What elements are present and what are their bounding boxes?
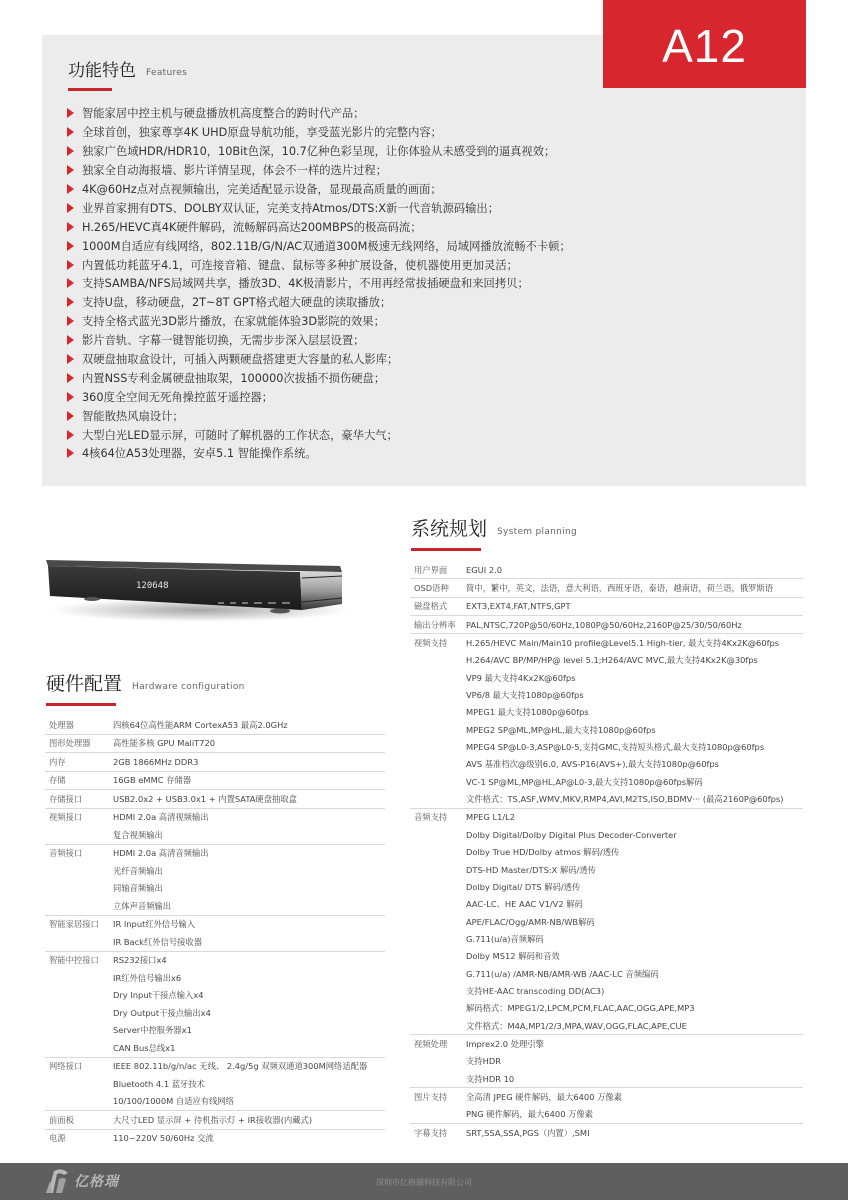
feature-item (67, 331, 571, 350)
spec-row (45, 735, 385, 753)
feature-item (67, 312, 571, 331)
spec-row (410, 1106, 803, 1123)
spec-row (410, 756, 803, 773)
spec-row (45, 809, 385, 827)
feature-text: 影片音轨、字幕一键智能切换，无需步步深入层层设置； (82, 334, 365, 348)
spec-label: 智能家居接口 (49, 919, 99, 930)
system-title-en: System planning (497, 527, 577, 537)
spec-value: PNG 硬件解码，最大6400 万像素 (466, 1109, 593, 1120)
feature-text: 大型白光LED显示屏，可随时了解机器的工作状态，豪华大气； (82, 428, 398, 442)
triangle-bullet-icon (67, 316, 74, 326)
spec-label: 图片支持 (414, 1091, 448, 1102)
spec-group (45, 845, 385, 916)
spec-row (45, 753, 385, 771)
spec-value: MPEG4 SP@L0-3,ASP@L0-5,支持GMC,支持短头格式,最大支持1080p@60fps (466, 742, 765, 753)
feature-item (67, 198, 571, 217)
feature-item (67, 255, 571, 274)
spec-value: AAC-LC、HE AAC V1/V2 解码 (466, 899, 583, 910)
feature-item (67, 444, 571, 463)
spec-value: AVS 基准档次@级别6.0, AVS-P16(AVS+),最大支持1080p@60fps (466, 759, 719, 770)
spec-value: 2GB 1866MHz DDR3 (113, 756, 199, 767)
spec-value: 大尺寸LED 显示屏 + 待机指示灯 + IR接收器(内藏式) (113, 1114, 313, 1125)
spec-group (45, 1058, 385, 1112)
feature-text: 支持U盘，移动硬盘，2T~8T GPT格式超大硬盘的读取播放； (82, 296, 392, 310)
triangle-bullet-icon (67, 278, 74, 288)
triangle-bullet-icon (67, 108, 74, 118)
triangle-bullet-icon (67, 335, 74, 345)
spec-group (410, 579, 803, 597)
feature-text: 内置NSS专利金属硬盘抽取架，100000次拔插不损伤硬盘； (82, 371, 386, 385)
model-badge: A12 (603, 0, 806, 88)
feature-text: 双硬盘抽取盒设计，可插入两颗硬盘搭建更大容量的私人影库； (82, 353, 399, 367)
spec-row (410, 896, 803, 913)
spec-value: 复合视频输出 (113, 829, 163, 840)
spec-value: Dolby True HD/Dolby atmos 解码/透传 (466, 847, 620, 858)
spec-row (45, 1093, 385, 1111)
feature-text: 支持SAMBA/NFS局域网共享，播放3D、4K极清影片，不用再经常拔插硬盘和来回拷贝； (82, 277, 529, 291)
heading-underline (68, 88, 112, 91)
spec-row (45, 716, 385, 734)
spec-row (410, 634, 803, 651)
spec-value: 文件格式：TS,ASF,WMV,MKV,RMP4,AVI,M2TS,ISO,BDMV··· (最高2160P@60fps) (466, 794, 784, 805)
spec-value: IR红外信号输出x6 (113, 972, 182, 983)
spec-value: 简中，繁中，英文，法语，意大利语，西班牙语，泰语，越南语，荷兰语，俄罗斯语 (466, 583, 773, 594)
spec-row (45, 897, 385, 915)
spec-group (45, 952, 385, 1058)
spec-row (45, 845, 385, 863)
spec-group (410, 616, 803, 634)
feature-item (67, 142, 571, 161)
feature-item (67, 104, 571, 123)
svg-text:120648: 120648 (136, 581, 169, 591)
spec-label: 智能中控接口 (49, 955, 99, 966)
spec-value: PAL,NTSC,720P@50/60Hz,1080P@50/60Hz,2160P@25/30/50/60Hz (466, 619, 742, 630)
spec-value: SRT,SSA,SSA,PGS（内置）,SMI (466, 1127, 590, 1138)
spec-row (45, 987, 385, 1005)
hardware-heading (46, 675, 245, 694)
spec-value: IR Input红外信号输入 (113, 919, 196, 930)
spec-group (410, 1035, 803, 1088)
footer-company: 深圳市亿格瑞科技有限公司 (376, 1178, 472, 1187)
spec-value: Imprex2.0 处理引擎 (466, 1038, 544, 1049)
triangle-bullet-icon (67, 127, 74, 137)
heading-underline (46, 703, 116, 706)
spec-label: 图形处理器 (49, 738, 91, 749)
spec-row (410, 598, 803, 615)
feature-item (67, 274, 571, 293)
feature-item (67, 293, 571, 312)
spec-row (410, 1088, 803, 1105)
feature-text: 360度全空间无死角操控蓝牙遥控器； (82, 390, 274, 404)
spec-value: Dolby MS12 解码和音效 (466, 951, 560, 962)
spec-value: 文件格式：M4A,MP1/2/3,MPA,WAV,OGG,FLAC,APE,CUE (466, 1020, 687, 1031)
spec-value: 支持HDR 10 (466, 1073, 515, 1084)
spec-row (410, 669, 803, 686)
spec-row (45, 933, 385, 951)
spec-value: 110~220V 50/60Hz 交流 (113, 1133, 214, 1144)
hardware-title-zh: 硬件配置 (46, 673, 123, 695)
spec-value: Dry Output干接点输出x4 (113, 1007, 211, 1018)
spec-value: Dolby Digital/Dolby Digital Plus Decoder-Converter (466, 829, 677, 840)
spec-value: HDMI 2.0a 高清视频输出 (113, 812, 209, 823)
spec-row (410, 1070, 803, 1087)
spec-row (410, 809, 803, 826)
spec-label: 前面板 (49, 1114, 74, 1125)
feature-text: 4K@60Hz点对点视频输出，完美适配显示设备，显现最高质量的画面； (82, 183, 442, 196)
triangle-bullet-icon (67, 222, 74, 232)
spec-group (410, 561, 803, 579)
spec-row (410, 704, 803, 721)
spec-value: APE/FLAC/Ogg/AMR-NB/WB解码 (466, 916, 595, 927)
spec-value: EGUI 2.0 (466, 564, 503, 575)
spec-value: 16GB eMMC 存储器 (113, 775, 192, 786)
spec-row (45, 916, 385, 934)
triangle-bullet-icon (67, 392, 74, 402)
spec-label: 字幕支持 (414, 1127, 448, 1138)
spec-value: G.711(u/a)音频解码 (466, 933, 544, 944)
triangle-bullet-icon (67, 241, 74, 251)
spec-value: Dolby Digital/ DTS 解码/透传 (466, 881, 581, 892)
spec-row (45, 880, 385, 898)
triangle-bullet-icon (67, 448, 74, 458)
product-image (40, 548, 360, 628)
spec-value: H.265/HEVC Main/Main10 profile@Level5.1 High-tier, 最大支持4Kx2K@60fps (466, 638, 780, 649)
spec-row (45, 862, 385, 880)
spec-row (410, 878, 803, 895)
spec-value: USB2.0x2 + USB3.0x1 + 内置SATA硬盘抽取盒 (113, 793, 297, 804)
feature-text: 独家广色域HDR/HDR10，10Bit色深，10.7亿种色彩呈现，让你体验从未感受到的逼真视效； (82, 145, 556, 159)
spec-group (45, 716, 385, 735)
triangle-bullet-icon (67, 203, 74, 213)
hardware-title-en: Hardware configuration (132, 682, 245, 692)
spec-row (45, 790, 385, 808)
spec-row (45, 826, 385, 844)
system-heading (411, 520, 577, 539)
media-player-device-icon (40, 548, 360, 628)
spec-group (410, 634, 803, 808)
spec-label: 网络接口 (49, 1061, 83, 1072)
spec-row (45, 1022, 385, 1040)
feature-text: 4核64位A53处理器，安卓5.1 智能操作系统。 (82, 447, 317, 461)
spec-value: Dry Input干接点输入x4 (113, 990, 204, 1001)
spec-value: 支持HE-AAC transcoding DD(AC3) (466, 985, 605, 996)
spec-row (410, 579, 803, 596)
spec-label: 存储 (49, 775, 66, 786)
spec-label: 视频处理 (414, 1038, 448, 1049)
spec-value: EXT3,EXT4,FAT,NTFS,GPT (466, 601, 571, 612)
spec-label: 内存 (49, 756, 66, 767)
spec-label: 视频接口 (49, 812, 83, 823)
spec-value: MPEG2 SP@ML,MP@HL,最大支持1080p@60fps (466, 724, 656, 735)
feature-item (67, 180, 571, 199)
spec-value: IR Back红外信号接收器 (113, 936, 203, 947)
spec-row (410, 1053, 803, 1070)
spec-label: 存储接口 (49, 793, 83, 804)
feature-text: 智能家居中控主机与硬盘播放机高度整合的跨时代产品； (82, 107, 365, 121)
spec-value: 10/100/1000M 自适应有线网络 (113, 1096, 234, 1107)
spec-label: 用户界面 (414, 564, 448, 575)
spec-group (410, 809, 803, 1035)
triangle-bullet-icon (67, 184, 74, 194)
spec-row (410, 773, 803, 790)
spec-group (410, 1124, 803, 1141)
feature-item (67, 387, 571, 406)
spec-label: 磁盘格式 (414, 601, 448, 612)
feature-text: 支持全格式蓝光3D影片播放，在家就能体验3D影院的效果； (82, 315, 385, 329)
feature-item (67, 425, 571, 444)
triangle-bullet-icon (67, 430, 74, 440)
spec-row (410, 1035, 803, 1052)
spec-group (45, 809, 385, 845)
spec-row (45, 1039, 385, 1057)
feature-item (67, 236, 571, 255)
spec-value: MPEG1 最大支持1080p@60fps (466, 707, 589, 718)
spec-group (45, 916, 385, 952)
spec-row (45, 1130, 385, 1148)
spec-row (45, 952, 385, 970)
spec-group (45, 1130, 385, 1148)
feature-text: 全球首创，独家尊享4K UHD原盘导航功能，享受蓝光影片的完整内容； (82, 126, 442, 140)
spec-row (410, 930, 803, 947)
triangle-bullet-icon (67, 411, 74, 421)
spec-label: 音频接口 (49, 848, 83, 859)
spec-group (45, 735, 385, 754)
spec-group (45, 753, 385, 772)
system-title-zh: 系统规划 (411, 518, 488, 540)
spec-value: DTS-HD Master/DTS:X 解码/透传 (466, 864, 596, 875)
spec-value: VP6/8 最大支持1080p@60fps (466, 690, 584, 701)
spec-row (45, 1111, 385, 1129)
spec-label: 输出分辨率 (414, 619, 456, 630)
heading-underline (411, 548, 481, 551)
spec-row (410, 1124, 803, 1141)
spec-row (410, 790, 803, 807)
spec-row (410, 826, 803, 843)
spec-row (410, 982, 803, 999)
feature-text: 业界首家拥有DTS、DOLBY双认证，完美支持Atmos/DTS:X新一代音轨源码输出； (82, 201, 499, 215)
spec-value: HDMI 2.0a 高清音频输出 (113, 848, 209, 859)
footer-brand: 亿格瑞 (74, 1174, 119, 1190)
spec-group (45, 772, 385, 791)
spec-row (410, 1017, 803, 1034)
spec-group (410, 1088, 803, 1124)
triangle-bullet-icon (67, 354, 74, 364)
footer (0, 1163, 848, 1200)
spec-row (410, 561, 803, 578)
spec-value: Server中控服务器x1 (113, 1025, 192, 1036)
spec-row (410, 721, 803, 738)
spec-value: RS232接口x4 (113, 955, 167, 966)
features-title-zh: 功能特色 (68, 61, 136, 81)
feature-list (67, 104, 571, 463)
spec-value: MPEG L1/L2 (466, 812, 516, 823)
spec-value: 同轴音频输出 (113, 883, 163, 894)
triangle-bullet-icon (67, 165, 74, 175)
triangle-bullet-icon (67, 146, 74, 156)
spec-value: 立体声音频输出 (113, 900, 172, 911)
spec-row (45, 1058, 385, 1076)
spec-value: 支持HDR (466, 1056, 501, 1067)
spec-value: CAN Bus总线x1 (113, 1042, 176, 1053)
feature-text: 独家全自动海报墙、影片详情呈现，体会不一样的选片过程； (82, 164, 388, 178)
triangle-bullet-icon (67, 260, 74, 270)
spec-row (410, 616, 803, 633)
spec-row (410, 913, 803, 930)
spec-value: 四核64位高性能ARM CortexA53 最高2.0GHz (113, 719, 288, 730)
spec-row (410, 965, 803, 982)
feature-item (67, 161, 571, 180)
system-spec-table (410, 561, 803, 1141)
spec-row (45, 1075, 385, 1093)
spec-row (410, 1000, 803, 1017)
feature-text: 智能散热风扇设计； (82, 409, 184, 423)
spec-row (410, 861, 803, 878)
features-title-en: Features (146, 68, 188, 78)
spec-value: 全高清 JPEG 硬件解码，最大6400 万像素 (466, 1091, 623, 1102)
feature-item (67, 350, 571, 369)
spec-row (410, 738, 803, 755)
feature-text: 内置低功耗蓝牙4.1，可连接音箱、键盘、鼠标等多种扩展设备，使机器使用更加灵活； (82, 258, 518, 272)
spec-group (45, 790, 385, 809)
spec-label: 处理器 (49, 719, 74, 730)
spec-value: Bluetooth 4.1 蓝牙技术 (113, 1078, 205, 1089)
feature-text: 1000M自适应有线网络，802.11B/G/N/AC双通道300M极速无线网络，局域网播放流畅不卡顿； (82, 239, 571, 253)
spec-value: IEEE 802.11b/g/n/ac 无线、 2.4g/5g 双频双通道300M网络适配器 (113, 1061, 368, 1072)
features-heading (68, 63, 187, 80)
spec-label: OSD语种 (414, 583, 449, 594)
spec-row (45, 772, 385, 790)
feature-item (67, 123, 571, 142)
spec-value: 光纤音频输出 (113, 865, 163, 876)
triangle-bullet-icon (67, 373, 74, 383)
spec-value: 解码格式：MPEG1/2,LPCM,PCM,FLAC,AAC,OGG,APE,MP3 (466, 1003, 695, 1014)
spec-label: 音频支持 (414, 812, 448, 823)
hardware-spec-table (45, 716, 385, 1147)
spec-row (45, 969, 385, 987)
feature-item (67, 406, 571, 425)
spec-row (410, 948, 803, 965)
spec-label: 电源 (49, 1133, 66, 1144)
spec-row (45, 1004, 385, 1022)
spec-row (410, 652, 803, 669)
triangle-bullet-icon (67, 297, 74, 307)
spec-row (410, 686, 803, 703)
spec-label: 视频支持 (414, 638, 448, 649)
spec-group (45, 1111, 385, 1130)
spec-value: VC-1 SP@ML,MP@HL,AP@L0-3,最大支持1080p@60fps解码 (466, 776, 703, 787)
feature-text: H.265/HEVC真4K硬件解码，流畅解码高达200MBPS的极高码流； (82, 220, 422, 234)
spec-value: G.711(u/a) /AMR-NB/AMR-WB /AAC-LC 音频编码 (466, 968, 659, 979)
spec-row (410, 844, 803, 861)
feature-item (67, 217, 571, 236)
spec-value: H.264/AVC BP/MP/HP@ level 5.1;H264/AVC MVC,最大支持4Kx2K@30fps (466, 655, 758, 666)
feature-item (67, 368, 571, 387)
spec-value: 高性能多核 GPU MaliT720 (113, 738, 216, 749)
spec-value: VP9 最大支持4Kx2K@60fps (466, 672, 576, 683)
spec-group (410, 598, 803, 616)
